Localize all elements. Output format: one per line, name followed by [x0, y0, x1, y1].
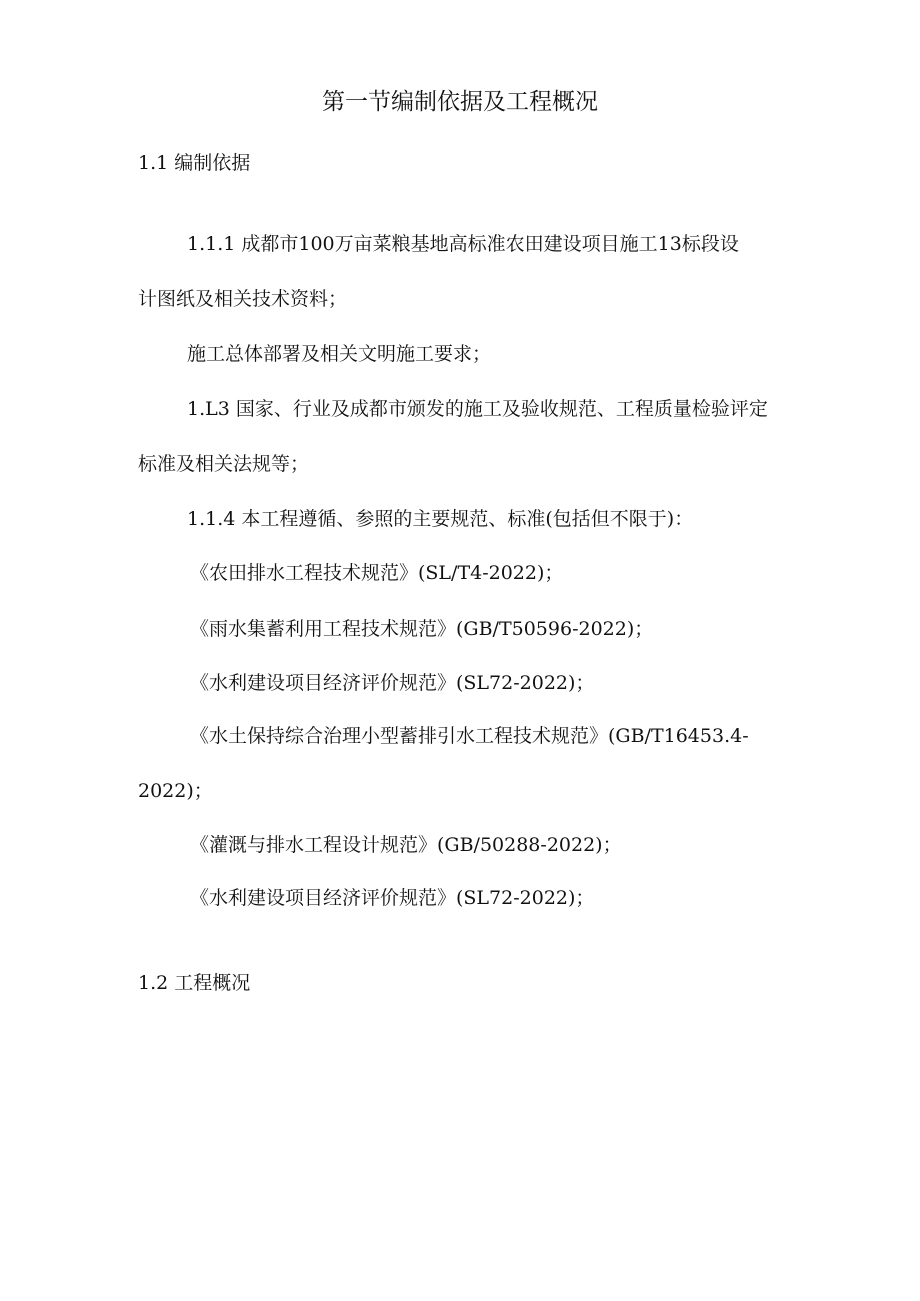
section-heading-1-2: 1.2 工程概况	[138, 972, 251, 994]
paragraph-1-1-3-line-1: 1.L3 国家、行业及成都市颁发的施工及验收规范、工程质量检验评定	[187, 398, 768, 420]
paragraph-1-1-4: 1.1.4 本工程遵循、参照的主要规范、标准(包括但不限于)：	[187, 508, 694, 530]
paragraph-1-1-2: 施工总体部署及相关文明施工要求；	[187, 343, 492, 365]
standard-reference: 《水土保持综合治理小型蓄排引水工程技术规范》(GB/T16453.4-	[190, 725, 749, 747]
paragraph-1-1-3-line-2: 标准及相关法规等；	[138, 453, 310, 475]
standard-reference: 《灌溉与排水工程设计规范》(GB/50288-2022)；	[190, 834, 622, 856]
section-heading-1-1: 1.1 编制依据	[138, 152, 251, 174]
standard-reference-continuation: 2022)；	[138, 780, 213, 802]
standard-reference: 《水利建设项目经济评价规范》(SL72-2022)；	[190, 672, 595, 694]
standard-reference: 《农田排水工程技术规范》(SL/T4-2022)；	[190, 562, 564, 584]
standard-reference: 《水利建设项目经济评价规范》(SL72-2022)；	[190, 887, 595, 909]
paragraph-1-1-1-line-1: 1.1.1 成都市100万亩菜粮基地高标准农田建设项目施工13标段设	[187, 233, 739, 255]
paragraph-1-1-1-line-2: 计图纸及相关技术资料；	[138, 288, 348, 310]
page-title: 第一节编制依据及工程概况	[322, 89, 598, 115]
standard-reference: 《雨水集蓄利用工程技术规范》(GB/T50596-2022)；	[190, 618, 654, 640]
